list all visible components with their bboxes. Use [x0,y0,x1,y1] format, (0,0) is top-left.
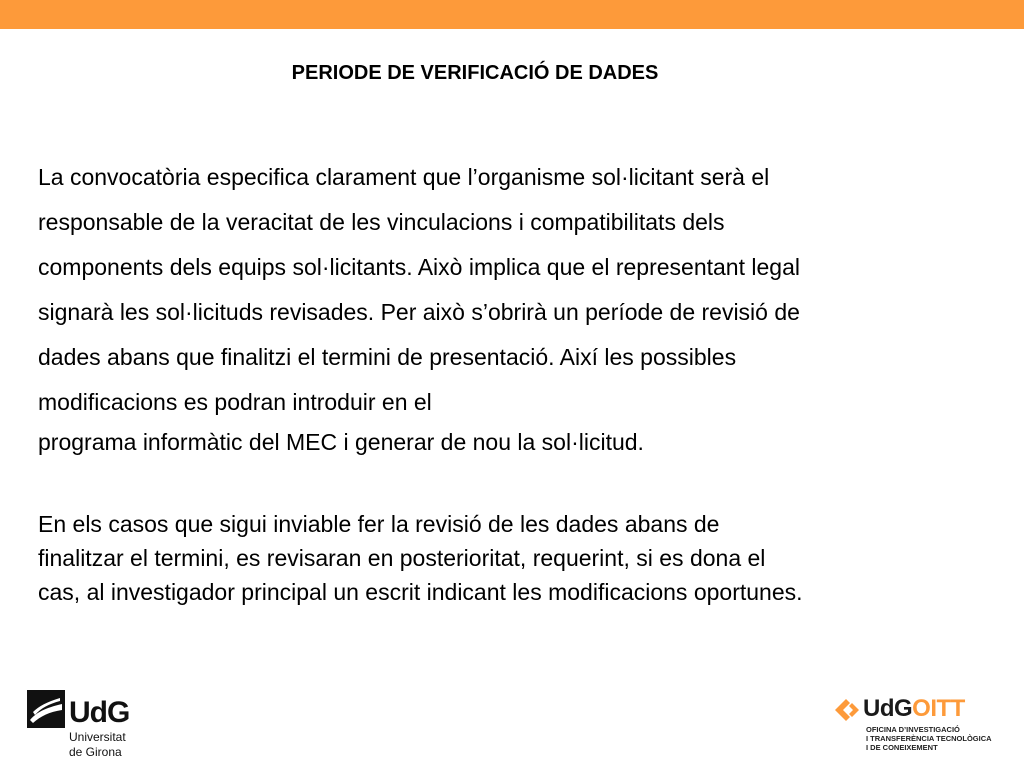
paragraph-1-line: components dels equips sol·licitants. Això implica que el representant legal [38,254,800,280]
paragraph-1-line: La convocatòria especifica clarament que l’organisme sol·licitant serà el [38,164,770,190]
oitt-logo-name-prefix: UdG [863,695,913,722]
oitt-logo-line: OFICINA D’INVESTIGACIÓ [866,725,960,734]
paragraph-1-line: programa informàtic del MEC i generar de nou la sol·licitud. [38,429,644,455]
paragraph-1-line: signarà les sol·licituds revisades. Per això s’obrirà un període de revisió de [38,299,800,325]
paragraph-1-line: modificacions es podran introduir en el [38,389,432,415]
oitt-logo-name [863,695,965,723]
udg-emblem-icon [27,690,65,728]
udgoitt-logo [833,695,1003,755]
oitt-logo-name-suffix: OITT [912,695,965,722]
oitt-logo-line: I TRANSFERÈNCIA TECNOLÒGICA [866,734,992,743]
oitt-logo-subtitle [866,725,992,752]
paragraph-2-line: En els casos que sigui inviable fer la revisió de les dades abans de [38,511,720,537]
paragraph-1-line: responsable de la veracitat de les vinculacions i compatibilitats dels [38,209,725,235]
paragraph-2-line: cas, al investigador principal un escrit indicant les modificacions oportunes. [38,579,803,605]
udg-logo [27,690,147,760]
top-accent-bar [0,0,1024,29]
paragraph-2-line: finalitzar el termini, es revisaran en posterioritat, requerint, si es dona el [38,545,766,571]
oitt-logo-line: I DE CONEIXEMENT [866,743,938,752]
slide-title: PERIODE DE VERIFICACIÓ DE DADES [291,62,659,84]
paragraph-1 [38,155,998,465]
oitt-chevron-icon [833,697,861,723]
udg-logo-line1: Universitat [69,730,126,744]
udg-logo-line2: de Girona [69,745,122,759]
paragraph-1-line: dades abans que finalitzi el termini de presentació. Així les possibles [38,344,737,370]
udg-logo-name: UdG [69,696,130,729]
paragraph-2 [38,507,1008,609]
